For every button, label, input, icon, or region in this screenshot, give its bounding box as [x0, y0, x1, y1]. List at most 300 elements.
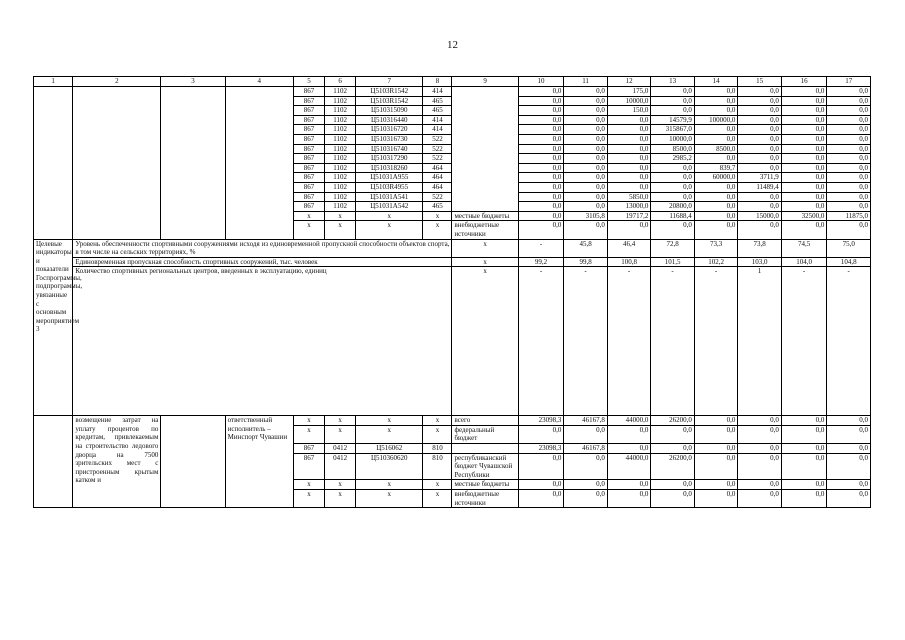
code-cell: х [356, 221, 423, 239]
value-cell: 0,0 [827, 87, 871, 97]
blank-cell [73, 87, 161, 240]
value-cell: 0,0 [781, 87, 827, 97]
code-cell: Ц51031А541 [356, 192, 423, 202]
value-cell: 0,0 [607, 182, 651, 192]
value-cell: 0,0 [781, 125, 827, 135]
value-cell: 0,0 [827, 163, 871, 173]
value-cell: 0,0 [781, 425, 827, 443]
code-cell: 465 [423, 106, 452, 116]
value-cell: 0,0 [827, 416, 871, 426]
code-cell: х [423, 490, 452, 508]
value-cell: 73,8 [738, 239, 782, 257]
value-cell: 0,0 [738, 192, 782, 202]
value-cell: 0,0 [518, 154, 564, 164]
value-cell: 0,0 [827, 202, 871, 212]
value-cell: 73,3 [694, 239, 738, 257]
indicator-mark: х [452, 257, 518, 267]
value-cell: 99,8 [564, 257, 608, 267]
code-cell: 1102 [325, 154, 356, 164]
value-cell: 0,0 [651, 173, 695, 183]
value-cell: 0,0 [518, 192, 564, 202]
value-cell: 0,0 [518, 106, 564, 116]
executor-cell: ответственный исполнитель – Минспорт Чувашии [225, 416, 293, 508]
code-cell: х [356, 425, 423, 443]
value-cell: 0,0 [607, 154, 651, 164]
value-cell: 0,0 [518, 163, 564, 173]
code-cell: 867 [293, 453, 324, 480]
value-cell: 0,0 [518, 453, 564, 480]
value-cell: 44000,0 [607, 416, 651, 426]
value-cell: 2985,2 [651, 154, 695, 164]
code-cell: 867 [293, 163, 324, 173]
value-cell: 0,0 [607, 480, 651, 490]
value-cell: 0,0 [607, 173, 651, 183]
value-cell: 44000,0 [607, 453, 651, 480]
value-cell: 0,0 [564, 96, 608, 106]
value-cell: 14579,9 [651, 115, 695, 125]
value-cell: 0,0 [827, 144, 871, 154]
value-cell: 0,0 [827, 134, 871, 144]
code-cell: х [325, 490, 356, 508]
code-cell: х [356, 416, 423, 426]
value-cell: 0,0 [827, 106, 871, 116]
value-cell: 0,0 [607, 490, 651, 508]
code-cell: 522 [423, 192, 452, 202]
code-cell: Ц510315090 [356, 106, 423, 116]
code-cell: 414 [423, 87, 452, 97]
value-cell: 0,0 [564, 425, 608, 443]
code-cell: 1102 [325, 96, 356, 106]
funding-source: всего [452, 416, 518, 426]
value-cell: 0,0 [738, 163, 782, 173]
indicator-text: Количество спортивных региональных центров, введенных в эксплуатацию, единиц [73, 267, 452, 416]
column-number: 13 [651, 77, 695, 87]
code-cell: Ц51031А542 [356, 202, 423, 212]
value-cell: 0,0 [518, 96, 564, 106]
value-cell: 0,0 [607, 163, 651, 173]
value-cell: 72,8 [651, 239, 695, 257]
value-cell: 23098,3 [518, 416, 564, 426]
column-number: 4 [225, 77, 293, 87]
value-cell: 0,0 [651, 87, 695, 97]
value-cell: 0,0 [827, 490, 871, 508]
value-cell: 0,0 [827, 425, 871, 443]
value-cell: 8500,0 [694, 144, 738, 154]
value-cell: 23098,3 [518, 444, 564, 454]
value-cell: 0,0 [607, 115, 651, 125]
value-cell: 5850,0 [607, 192, 651, 202]
code-cell: 867 [293, 96, 324, 106]
value-cell: - [651, 267, 695, 416]
value-cell: 0,0 [518, 425, 564, 443]
value-cell: 104,8 [827, 257, 871, 267]
value-cell: 0,0 [564, 202, 608, 212]
value-cell: 100000,0 [694, 115, 738, 125]
value-cell: 10000,0 [607, 96, 651, 106]
value-cell: - [781, 267, 827, 416]
code-cell: 810 [423, 453, 452, 480]
value-cell: 0,0 [694, 182, 738, 192]
code-cell: 867 [293, 202, 324, 212]
value-cell: 0,0 [607, 144, 651, 154]
code-cell: х [423, 211, 452, 221]
value-cell: 0,0 [694, 192, 738, 202]
code-cell: х [293, 221, 324, 239]
indicator-mark: х [452, 239, 518, 257]
value-cell: 0,0 [738, 87, 782, 97]
value-cell: 13000,0 [607, 202, 651, 212]
value-cell: 0,0 [518, 202, 564, 212]
value-cell: 0,0 [738, 444, 782, 454]
value-cell: 8500,0 [651, 144, 695, 154]
value-cell: 1 [738, 267, 782, 416]
value-cell: 0,0 [738, 144, 782, 154]
code-cell: х [293, 490, 324, 508]
value-cell: 0,0 [827, 125, 871, 135]
funding-source: местные бюджеты [452, 480, 518, 490]
column-number: 5 [293, 77, 324, 87]
value-cell: 0,0 [518, 490, 564, 508]
value-cell: 46,4 [607, 239, 651, 257]
value-cell: 0,0 [738, 490, 782, 508]
value-cell: 0,0 [564, 453, 608, 480]
code-cell: 867 [293, 144, 324, 154]
value-cell: 0,0 [781, 96, 827, 106]
value-cell: 0,0 [651, 444, 695, 454]
code-cell: 414 [423, 125, 452, 135]
value-cell: 0,0 [738, 125, 782, 135]
value-cell: 0,0 [781, 134, 827, 144]
funding-source: федеральный бюджет [452, 425, 518, 443]
code-cell: х [356, 480, 423, 490]
code-cell: 867 [293, 125, 324, 135]
code-cell: Ц510318260 [356, 163, 423, 173]
value-cell: 0,0 [564, 154, 608, 164]
blank-cell [161, 87, 225, 240]
value-cell: 0,0 [651, 221, 695, 239]
value-cell: 0,0 [694, 416, 738, 426]
value-cell: 0,0 [564, 182, 608, 192]
value-cell: 0,0 [781, 490, 827, 508]
value-cell: 0,0 [738, 202, 782, 212]
value-cell: - [694, 267, 738, 416]
code-cell: 1102 [325, 163, 356, 173]
value-cell: 0,0 [564, 125, 608, 135]
column-number: 7 [356, 77, 423, 87]
value-cell: 0,0 [564, 106, 608, 116]
value-cell: - [564, 267, 608, 416]
code-cell: 1102 [325, 182, 356, 192]
value-cell: 0,0 [781, 202, 827, 212]
code-cell: 1102 [325, 134, 356, 144]
code-cell: 0412 [325, 444, 356, 454]
value-cell: 0,0 [518, 115, 564, 125]
code-cell: х [293, 211, 324, 221]
value-cell: 0,0 [827, 115, 871, 125]
value-cell: 11875,0 [827, 211, 871, 221]
code-cell: 465 [423, 96, 452, 106]
blank-cell [161, 416, 225, 508]
value-cell: 0,0 [738, 115, 782, 125]
code-cell: 1102 [325, 115, 356, 125]
column-number: 11 [564, 77, 608, 87]
code-cell: 867 [293, 154, 324, 164]
code-cell: 867 [293, 115, 324, 125]
value-cell: 0,0 [564, 163, 608, 173]
value-cell: 175,0 [607, 87, 651, 97]
value-cell: 0,0 [827, 453, 871, 480]
budget-table [33, 76, 871, 508]
value-cell: 10000,0 [651, 134, 695, 144]
value-cell: 0,0 [651, 425, 695, 443]
code-cell: х [423, 221, 452, 239]
value-cell: 0,0 [827, 192, 871, 202]
code-cell: 465 [423, 202, 452, 212]
value-cell: 0,0 [564, 87, 608, 97]
value-cell: 0,0 [564, 221, 608, 239]
value-cell: 26200,0 [651, 416, 695, 426]
value-cell: 0,0 [694, 221, 738, 239]
blank-cell [34, 87, 73, 240]
value-cell: 0,0 [738, 96, 782, 106]
code-cell: 867 [293, 444, 324, 454]
value-cell: 0,0 [651, 163, 695, 173]
column-number: 14 [694, 77, 738, 87]
value-cell: 0,0 [651, 182, 695, 192]
code-cell: Ц510316440 [356, 115, 423, 125]
code-cell: х [325, 211, 356, 221]
code-cell: 867 [293, 173, 324, 183]
code-cell: х [325, 480, 356, 490]
column-number: 1 [34, 77, 73, 87]
value-cell: 46167,8 [564, 444, 608, 454]
column-number: 3 [161, 77, 225, 87]
code-cell: х [423, 425, 452, 443]
value-cell: 0,0 [827, 444, 871, 454]
value-cell: 0,0 [694, 154, 738, 164]
value-cell: - [607, 267, 651, 416]
code-cell: 522 [423, 144, 452, 154]
code-cell: 810 [423, 444, 452, 454]
value-cell: 0,0 [518, 144, 564, 154]
value-cell: 0,0 [564, 134, 608, 144]
value-cell: 0,0 [607, 221, 651, 239]
value-cell: 0,0 [607, 425, 651, 443]
value-cell: 0,0 [518, 134, 564, 144]
indicator-text: Единовременная пропускная способность спортивных сооружений, тыс. человек [73, 257, 452, 267]
value-cell: 0,0 [607, 134, 651, 144]
value-cell: 0,0 [518, 221, 564, 239]
indicator-row [34, 267, 871, 416]
value-cell: 0,0 [694, 453, 738, 480]
code-cell: 414 [423, 115, 452, 125]
indicator-row [34, 239, 871, 257]
value-cell: 0,0 [781, 480, 827, 490]
funding-source: внебюджетные источники [452, 490, 518, 508]
code-cell: Ц510317290 [356, 154, 423, 164]
code-cell: Ц5103R1542 [356, 96, 423, 106]
value-cell: 0,0 [781, 106, 827, 116]
value-cell: 15000,0 [738, 211, 782, 221]
value-cell: 0,0 [518, 173, 564, 183]
value-cell: 0,0 [518, 211, 564, 221]
value-cell: 839,7 [694, 163, 738, 173]
code-cell: х [325, 425, 356, 443]
column-number: 9 [452, 77, 518, 87]
value-cell: 0,0 [738, 453, 782, 480]
column-number: 12 [607, 77, 651, 87]
code-cell: 867 [293, 106, 324, 116]
value-cell: 0,0 [827, 221, 871, 239]
value-cell: - [827, 267, 871, 416]
code-cell: 867 [293, 192, 324, 202]
value-cell: 0,0 [694, 87, 738, 97]
indicator-mark: х [452, 267, 518, 416]
value-cell: 0,0 [694, 202, 738, 212]
code-cell: 1102 [325, 106, 356, 116]
code-cell: х [325, 221, 356, 239]
code-cell: х [423, 416, 452, 426]
value-cell: 46167,8 [564, 416, 608, 426]
value-cell: 0,0 [564, 144, 608, 154]
code-cell: Ц5103R4955 [356, 182, 423, 192]
value-cell: 0,0 [607, 444, 651, 454]
value-cell: 0,0 [651, 96, 695, 106]
value-cell: 103,0 [738, 257, 782, 267]
value-cell: 0,0 [518, 480, 564, 490]
value-cell: 0,0 [694, 480, 738, 490]
code-cell: 1102 [325, 202, 356, 212]
value-cell: 0,0 [781, 144, 827, 154]
blank-cell [34, 416, 73, 508]
code-cell: 1102 [325, 125, 356, 135]
funding-source [452, 444, 518, 454]
code-cell: х [325, 416, 356, 426]
code-cell: 522 [423, 154, 452, 164]
code-cell: 522 [423, 134, 452, 144]
code-cell: Ц51031А955 [356, 173, 423, 183]
code-cell: 1102 [325, 192, 356, 202]
column-number: 2 [73, 77, 161, 87]
code-cell: Ц516062 [356, 444, 423, 454]
code-cell: 1102 [325, 144, 356, 154]
value-cell: 100,8 [607, 257, 651, 267]
value-cell: 0,0 [564, 490, 608, 508]
code-cell: х [356, 490, 423, 508]
value-cell: 102,2 [694, 257, 738, 267]
indicator-row [34, 257, 871, 267]
value-cell: 104,0 [781, 257, 827, 267]
value-cell: 0,0 [781, 416, 827, 426]
code-cell: х [293, 416, 324, 426]
table-row [34, 87, 871, 97]
value-cell: 45,8 [564, 239, 608, 257]
funding-source: республиканский бюджет Чувашской Республики [452, 453, 518, 480]
value-cell: 0,0 [738, 221, 782, 239]
code-cell: х [423, 480, 452, 490]
value-cell: 150,0 [607, 106, 651, 116]
value-cell: 0,0 [781, 115, 827, 125]
column-number: 8 [423, 77, 452, 87]
value-cell: 0,0 [738, 106, 782, 116]
value-cell: 0,0 [827, 154, 871, 164]
value-cell: 19717,2 [607, 211, 651, 221]
code-cell: 867 [293, 134, 324, 144]
value-cell: 0,0 [781, 192, 827, 202]
value-cell: 0,0 [564, 115, 608, 125]
value-cell: 0,0 [694, 125, 738, 135]
column-number: 6 [325, 77, 356, 87]
value-cell: 0,0 [827, 480, 871, 490]
value-cell: 0,0 [518, 87, 564, 97]
value-cell: 11688,4 [651, 211, 695, 221]
value-cell: 0,0 [694, 211, 738, 221]
value-cell: 0,0 [651, 490, 695, 508]
code-cell: 0412 [325, 453, 356, 480]
value-cell: 0,0 [738, 134, 782, 144]
code-cell: 1102 [325, 87, 356, 97]
value-cell: - [518, 239, 564, 257]
indicator-text: Уровень обеспеченности спортивными сооружениями исходя из единовременной пропускной способности объектов спорта, в том числе на сельских территориях, % [73, 239, 452, 257]
value-cell: 0,0 [518, 182, 564, 192]
value-cell: 0,0 [564, 480, 608, 490]
value-cell: 99,2 [518, 257, 564, 267]
value-cell: 20800,0 [651, 202, 695, 212]
value-cell: 0,0 [781, 221, 827, 239]
code-cell: Ц510360620 [356, 453, 423, 480]
value-cell: 0,0 [781, 453, 827, 480]
value-cell: 0,0 [738, 416, 782, 426]
value-cell: 0,0 [827, 182, 871, 192]
column-number: 10 [518, 77, 564, 87]
value-cell: 0,0 [607, 125, 651, 135]
code-cell: 464 [423, 182, 452, 192]
value-cell: 32500,0 [781, 211, 827, 221]
value-cell: 60000,0 [694, 173, 738, 183]
value-cell: 11489,4 [738, 182, 782, 192]
page-number: 12 [447, 39, 458, 51]
value-cell: 0,0 [651, 480, 695, 490]
code-cell: х [293, 425, 324, 443]
value-cell: 0,0 [781, 163, 827, 173]
value-cell: 0,0 [781, 154, 827, 164]
value-cell: 0,0 [694, 106, 738, 116]
value-cell: 0,0 [651, 192, 695, 202]
blank-cell [225, 87, 293, 240]
column-number: 16 [781, 77, 827, 87]
value-cell: 0,0 [781, 444, 827, 454]
value-cell: 0,0 [564, 192, 608, 202]
code-cell: Ц510316720 [356, 125, 423, 135]
code-cell: Ц510316740 [356, 144, 423, 154]
value-cell: 3711,9 [738, 173, 782, 183]
code-cell: 464 [423, 173, 452, 183]
value-cell: 0,0 [694, 134, 738, 144]
column-number: 15 [738, 77, 782, 87]
value-cell: 0,0 [738, 480, 782, 490]
value-cell: 0,0 [694, 490, 738, 508]
value-cell: - [518, 267, 564, 416]
header-row [34, 77, 871, 87]
value-cell: 75,0 [827, 239, 871, 257]
value-cell: 0,0 [518, 125, 564, 135]
value-cell: 315867,0 [651, 125, 695, 135]
value-cell: 0,0 [564, 173, 608, 183]
value-cell: 101,5 [651, 257, 695, 267]
value-cell: 0,0 [738, 154, 782, 164]
code-cell: 867 [293, 182, 324, 192]
indicators-label: Целевые индикаторы и показатели Госпрограммы, подпрограммы, увязанные с основным мероприятием 3 [34, 239, 73, 416]
